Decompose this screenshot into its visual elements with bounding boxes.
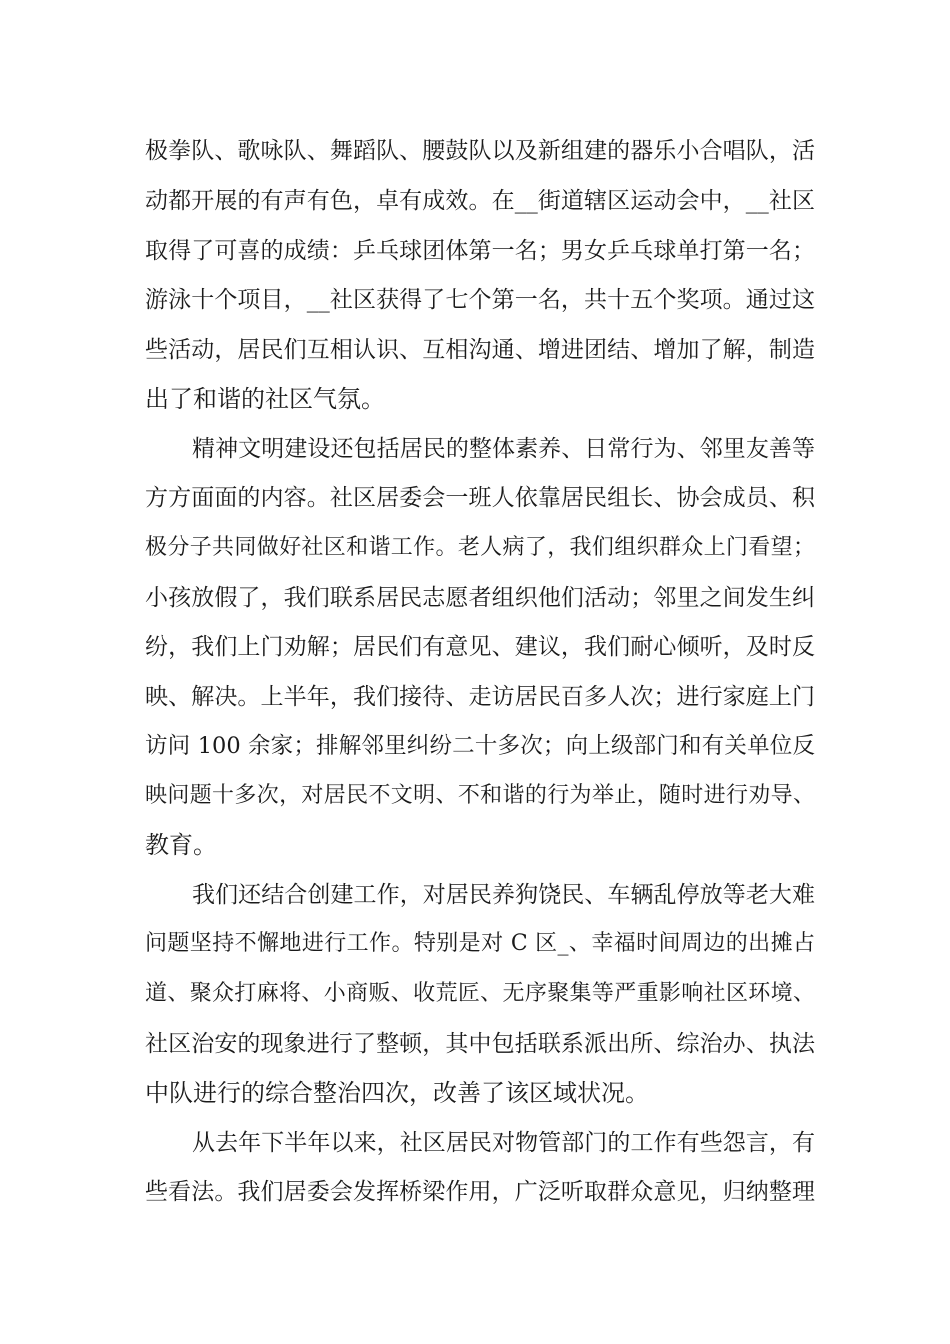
paragraph-line: 道、聚众打麻将、小商贩、收荒匠、无序聚集等严重影响社区环境、: [145, 981, 815, 1006]
paragraph-line: 从去年下半年以来，社区居民对物管部门的工作有些怨言，有: [192, 1130, 815, 1156]
paragraph-line: 教育。: [145, 831, 217, 859]
paragraph-line: 出了和谐的社区气氛。: [145, 385, 385, 413]
paragraph-line: 映问题十多次，对居民不文明、不和谐的行为举止，随时进行劝导、: [145, 783, 815, 808]
paragraph-line: 取得了可喜的成绩：乒乓球团体第一名；男女乒乓球单打第一名；: [145, 238, 815, 264]
paragraph-line: 问题坚持不懈地进行工作。特别是对 C 区_、幸福时间周边的出摊占: [145, 931, 815, 956]
paragraph-line: 小孩放假了，我们联系居民志愿者组织他们活动；邻里之间发生纠: [145, 585, 815, 611]
paragraph-line: 访问 100 余家；排解邻里纠纷二十多次；向上级部门和有关单位反: [145, 733, 815, 759]
paragraph-line: 极拳队、歌咏队、舞蹈队、腰鼓队以及新组建的器乐小合唱队，活: [145, 138, 815, 164]
paragraph-line: 精神文明建设还包括居民的整体素养、日常行为、邻里友善等: [192, 436, 815, 462]
paragraph-line: 我们还结合创建工作，对居民养狗饶民、车辆乱停放等老大难: [192, 882, 815, 908]
paragraph-line: 动都开展的有声有色，卓有成效。在__街道辖区运动会中，__社区: [145, 188, 815, 214]
paragraph-line: 中队进行的综合整治四次，改善了该区域状况。: [145, 1079, 649, 1107]
paragraph-line: 映、解决。上半年，我们接待、走访居民百多人次；进行家庭上门: [145, 684, 815, 710]
paragraph-line: 些看法。我们居委会发挥桥梁作用，广泛听取群众意见，归纳整理: [145, 1179, 815, 1205]
paragraph-line: 纷，我们上门劝解；居民们有意见、建议，我们耐心倾听，及时反: [145, 634, 815, 660]
paragraph-line: 社区治安的现象进行了整顿，其中包括联系派出所、综治办、执法: [145, 1031, 815, 1057]
paragraph-line: 极分子共同做好社区和谐工作。老人病了，我们组织群众上门看望；: [145, 535, 815, 560]
paragraph-line: 方方面面的内容。社区居委会一班人依靠居民组长、协会成员、积: [145, 485, 815, 511]
paragraph-line: 些活动，居民们互相认识、互相沟通、增进团结、增加了解，制造: [145, 337, 815, 363]
paragraph-line: 游泳十个项目，__社区获得了七个第一名，共十五个奖项。通过这: [145, 287, 815, 313]
